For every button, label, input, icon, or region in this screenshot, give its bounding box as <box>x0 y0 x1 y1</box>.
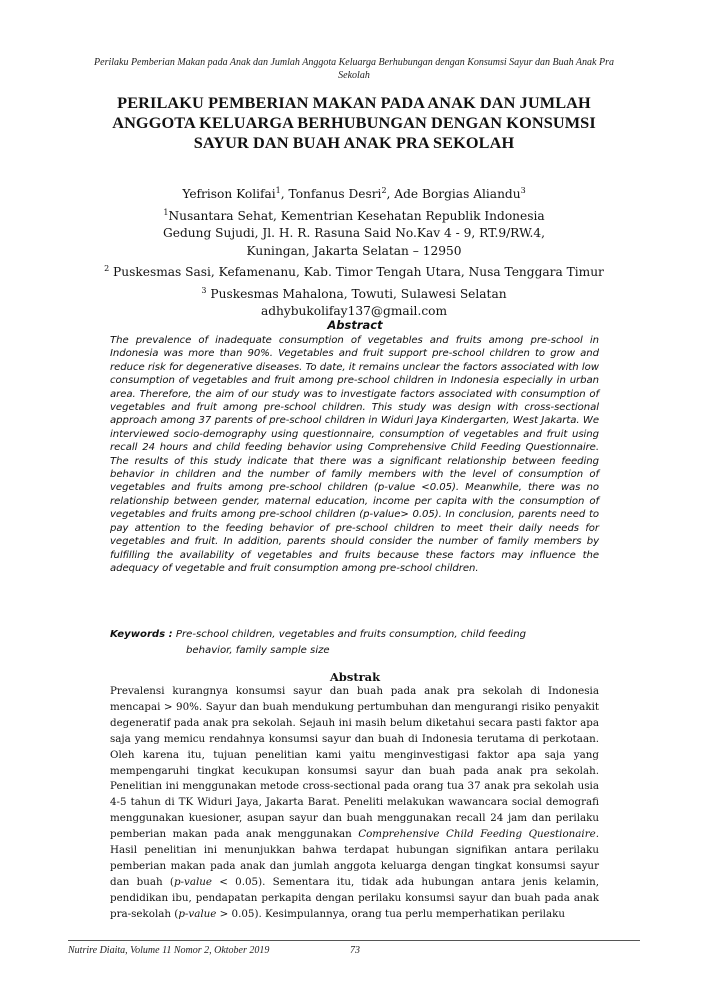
affiliation-1-address: Gedung Sujudi, Jl. H. R. Rasuna Said No.Kav 4 - 9, RT.9/RW.4, <box>163 226 545 241</box>
abstrak-heading: Abstrak <box>329 670 381 684</box>
keywords-line-2: behavior, family sample size <box>186 645 330 656</box>
abstract-text: The prevalence of inadequate consumption of vegetables and fruits among pre-school in Indonesia was more than 90%. Vegetables and fruit support pre-school children to grow and reduce risk for degenerative diseases. To date, it remains unclear the factors associated with low consumption of vegetables and fruit among pre-school children in Indonesia especially in urban area. Therefore, the aim of our study was to investigate factors associated with consumption of vegetables and fruit among pre-school children. This study was design with cross-sectional approach among 37 parents of pre-school children in Widuri Jaya Kindergarten, West Jakarta. We interviewed socio-demography using questionnaire, consumption of vegetables and fruit using recall 24 hours and child feeding behavior using Comprehensive Child Feeding Questionnaire. The results of this study indicate that there was a significant relationship between feeding behavior in children and the number of family members with the level of consumption of vegetables and fruits among pre-school children (p-value <0.05). Meanwhile, there was no relationship between gender, maternal education, income per capita with the consumption of vegetables and fruits among pre-school children (p-value> 0.05). In conclusion, parents need to pay attention to the feeding behavior of pre-school children to meet their daily needs for vegetables and fruit. In addition, parents should consider the number of family members by fulfilling the availability of vegetables and fruits because these factors may influence the adequacy of vegetable and fruit consumption among pre-school children. <box>110 335 599 574</box>
author-block <box>80 182 628 321</box>
page-number: 73 <box>350 945 360 956</box>
affiliation-2: $^2$ Puskesmas Sasi, Kefamenanu, Kab. Timor Tengah Utara, Nusa Tenggara Timur <box>104 264 604 280</box>
author-name: Ade Borgias Aliandu <box>394 187 521 202</box>
abstract-heading: Abstract <box>327 318 383 332</box>
author-email: adhybukolifay137@gmail.com <box>260 304 448 319</box>
affiliation-1-city: Kuningan, Jakarta Selatan – 12950 <box>246 243 462 258</box>
page-footer <box>68 945 360 956</box>
affiliation-3: $^3$ Puskesmas Mahalona, Towuti, Sulawesi Selatan <box>201 285 507 301</box>
footer-journal: Nutrire Diaita, Volume 11 Nomor 2, Oktober 2019 <box>68 945 270 956</box>
running-header: Perilaku Pemberian Makan pada Anak dan Jumlah Anggota Keluarga Berhubungan dengan Konsumsi Sayur dan Buah Anak Pra Sekolah <box>94 57 614 81</box>
paper-title: PERILAKU PEMBERIAN MAKAN PADA ANAK DAN JUMLAH ANGGOTA KELUARGA BERHUBUNGAN DENGAN KONSUMSI SAYUR DAN BUAH ANAK PRA SEKOLAH <box>112 93 596 152</box>
author-name: Tonfanus Desri <box>288 187 382 202</box>
author-name: Yefrison Kolifai <box>182 187 276 202</box>
abstrak-text: Prevalensi kurangnya konsumsi sayur dan buah pada anak pra sekolah di Indonesia mencapai > 90%. Sayur dan buah mendukung pertumbuhan dan mengurangi risiko penyakit degeneratif pada anak pra sekolah. Sejauh ini masih belum diketahui secara pasti faktor apa saja yang memicu rendahnya konsumsi sayur dan buah di Indonesia terutama di perkotaan. Oleh karena itu, tujuan penelitian kami yaitu menginvestigasi faktor apa saja yang mempengaruhi tingkat kecukupan konsumsi sayur dan buah pada anak pra sekolah. Penelitian ini menggunakan metode cross-sectional pada orang tua 37 anak pra sekolah usia 4-5 tahun di TK Widuri Jaya, Jakarta Barat. Peneliti melakukan wawancara social demografi menggunakan kuesioner, asupan sayur dan buah menggunakan recall 24 jam dan perilaku pemberian makan pada anak menggunakan Comprehensive Child Feeding Questionaire. Hasil penelitian ini menunjukkan bahwa terdapat hubungan signifikan antara perilaku pemberian makan pada anak dan jumlah anggota keluarga dengan tingkat konsumsi sayur dan buah (p-value < 0.05). Sementara itu, tidak ada hubungan antara jenis kelamin, pendidikan ibu, pendapatan perkapita dengan perilaku konsumsi sayur dan buah pada anak pra-sekolah (p-value > 0.05). Kesimpulannya, orang tua perlu memperhatikan perilaku <box>110 685 600 920</box>
keywords-label: Keywords : <box>110 629 173 640</box>
affiliation-1: $^1$Nusantara Sehat, Kementrian Kesehatan Republik Indonesia <box>163 207 545 223</box>
keywords-line-1: Pre-school children, vegetables and fruits consumption, child feeding <box>172 629 527 640</box>
author-names: Yefrison Kolifai$^1$, Tonfanus Desri$^2$, Ade Borgias Aliandu$^3$ <box>182 186 526 202</box>
footer-divider <box>68 940 640 941</box>
keywords <box>110 627 590 659</box>
